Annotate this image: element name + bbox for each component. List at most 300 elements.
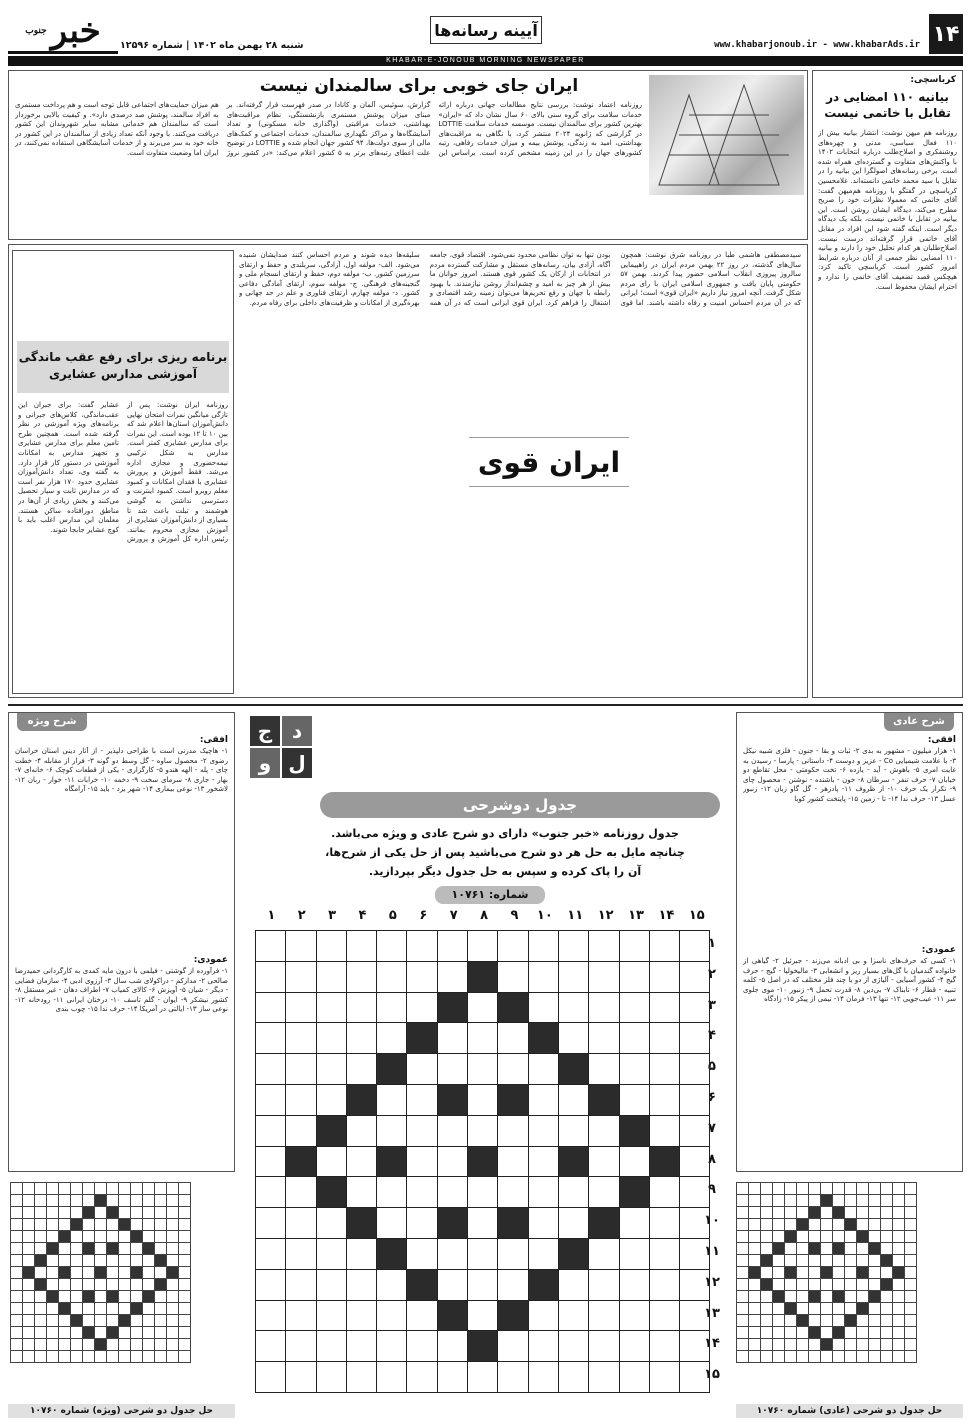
grid-cell[interactable] [286, 1084, 316, 1115]
grid-cell[interactable] [256, 1054, 286, 1085]
grid-cell[interactable] [346, 1023, 376, 1054]
grid-cell[interactable] [377, 1269, 407, 1300]
grid-cell[interactable] [437, 961, 467, 992]
grid-cell [737, 1267, 749, 1279]
grid-cell[interactable] [649, 1177, 679, 1208]
grid-cell [23, 1207, 35, 1219]
grid-cell[interactable] [286, 931, 316, 962]
grid-cell[interactable] [528, 1054, 558, 1085]
grid-cell[interactable] [377, 1084, 407, 1115]
grid-cell [869, 1291, 881, 1303]
grid-cell[interactable] [619, 931, 649, 962]
grid-cell [905, 1219, 917, 1231]
grid-cell [143, 1315, 155, 1327]
grid-cell[interactable] [407, 1023, 437, 1054]
grid-cell[interactable] [558, 1300, 588, 1331]
grid-cell[interactable] [407, 1331, 437, 1362]
grid-cell[interactable] [286, 992, 316, 1023]
grid-cell[interactable] [407, 1054, 437, 1085]
grid-cell[interactable] [256, 931, 286, 962]
grid-cell[interactable] [377, 1238, 407, 1269]
grid-cell [35, 1255, 47, 1267]
grid-cell[interactable] [680, 931, 710, 962]
grid-cell[interactable] [407, 992, 437, 1023]
grid-cell[interactable] [346, 1054, 376, 1085]
grid-cell[interactable] [407, 961, 437, 992]
grid-cell[interactable] [407, 1238, 437, 1269]
grid-cell[interactable] [286, 961, 316, 992]
grid-cell[interactable] [346, 961, 376, 992]
grid-cell[interactable] [649, 931, 679, 962]
grid-cell[interactable] [377, 1300, 407, 1331]
grid-cell[interactable] [346, 1331, 376, 1362]
grid-cell[interactable] [619, 1115, 649, 1146]
grid-cell[interactable] [316, 1054, 346, 1085]
grid-cell[interactable] [528, 1208, 558, 1239]
grid-cell [59, 1195, 71, 1207]
grid-cell [893, 1267, 905, 1279]
grid-cell[interactable] [256, 1084, 286, 1115]
grid-cell[interactable] [680, 1146, 710, 1177]
grid-cell[interactable] [498, 1177, 528, 1208]
grid-cell[interactable] [346, 1208, 376, 1239]
grid-cell[interactable] [256, 961, 286, 992]
grid-cell[interactable] [468, 1177, 498, 1208]
grid-cell [773, 1195, 785, 1207]
grid-cell[interactable] [468, 1362, 498, 1393]
grid-cell[interactable] [468, 961, 498, 992]
grid-cell[interactable] [528, 1115, 558, 1146]
grid-cell[interactable] [589, 931, 619, 962]
grid-cell[interactable] [680, 1115, 710, 1146]
grid-cell[interactable] [286, 1115, 316, 1146]
site-urls[interactable]: www.khabarjonoub.ir - www.khabarAds.ir [714, 40, 920, 50]
grid-cell[interactable] [437, 931, 467, 962]
grid-cell[interactable] [589, 1362, 619, 1393]
column-number: ۱۵ [688, 908, 705, 923]
grid-cell[interactable] [316, 1238, 346, 1269]
grid-cell[interactable] [437, 1300, 467, 1331]
grid-cell [893, 1255, 905, 1267]
grid-cell[interactable] [377, 1331, 407, 1362]
grid-cell [155, 1279, 167, 1291]
grid-cell[interactable] [558, 1269, 588, 1300]
grid-cell[interactable] [649, 1331, 679, 1362]
grid-cell[interactable] [346, 1362, 376, 1393]
grid-cell [35, 1279, 47, 1291]
grid-cell[interactable] [680, 1269, 710, 1300]
grid-cell[interactable] [680, 1208, 710, 1239]
grid-cell[interactable] [407, 1362, 437, 1393]
normal-clues-panel [736, 712, 963, 1172]
grid-cell[interactable] [437, 1084, 467, 1115]
grid-cell [833, 1195, 845, 1207]
grid-cell[interactable] [407, 1115, 437, 1146]
grid-cell [11, 1303, 23, 1315]
grid-cell [833, 1339, 845, 1351]
crossword-grid[interactable] [255, 930, 710, 1393]
grid-cell [107, 1207, 119, 1219]
grid-cell[interactable] [558, 961, 588, 992]
grid-cell[interactable] [346, 1238, 376, 1269]
grid-cell[interactable] [680, 1300, 710, 1331]
grid-cell[interactable] [649, 1362, 679, 1393]
grid-cell[interactable] [619, 1208, 649, 1239]
grid-cell[interactable] [680, 1362, 710, 1393]
grid-cell[interactable] [528, 931, 558, 962]
grid-cell[interactable] [346, 1300, 376, 1331]
grid-cell[interactable] [437, 1115, 467, 1146]
grid-cell[interactable] [256, 1023, 286, 1054]
grid-cell [797, 1231, 809, 1243]
grid-cell [737, 1243, 749, 1255]
grid-cell[interactable] [528, 1146, 558, 1177]
grid-cell [797, 1183, 809, 1195]
grid-cell [737, 1315, 749, 1327]
grid-cell[interactable] [377, 1054, 407, 1085]
grid-cell [833, 1255, 845, 1267]
grid-cell[interactable] [558, 1023, 588, 1054]
grid-cell[interactable] [468, 1269, 498, 1300]
grid-cell[interactable] [619, 1146, 649, 1177]
grid-cell[interactable] [619, 1177, 649, 1208]
grid-cell [785, 1195, 797, 1207]
grid-cell [833, 1267, 845, 1279]
grid-cell[interactable] [528, 1023, 558, 1054]
grid-cell [869, 1183, 881, 1195]
grid-cell[interactable] [346, 1115, 376, 1146]
grid-cell[interactable] [346, 1177, 376, 1208]
grid-cell[interactable] [407, 1300, 437, 1331]
grid-cell[interactable] [407, 931, 437, 962]
grid-cell[interactable] [407, 1177, 437, 1208]
grid-cell[interactable] [346, 931, 376, 962]
grid-cell[interactable] [680, 1054, 710, 1085]
grid-cell[interactable] [649, 1208, 679, 1239]
grid-cell[interactable] [316, 931, 346, 962]
grid-cell[interactable] [377, 992, 407, 1023]
grid-cell[interactable] [558, 1084, 588, 1115]
grid-cell[interactable] [316, 1084, 346, 1115]
row-number: ۱۳ [704, 1305, 720, 1321]
grid-cell[interactable] [437, 1208, 467, 1239]
grid-cell [179, 1207, 191, 1219]
grid-cell[interactable] [589, 1177, 619, 1208]
grid-cell[interactable] [377, 1146, 407, 1177]
grid-cell [47, 1315, 59, 1327]
grid-cell[interactable] [256, 1300, 286, 1331]
grid-cell[interactable] [437, 1054, 467, 1085]
grid-cell[interactable] [316, 1331, 346, 1362]
grid-cell[interactable] [589, 1115, 619, 1146]
grid-cell[interactable] [680, 1331, 710, 1362]
grid-cell[interactable] [468, 992, 498, 1023]
grid-cell[interactable] [286, 1362, 316, 1393]
grid-cell[interactable] [377, 961, 407, 992]
grid-cell[interactable] [558, 1115, 588, 1146]
grid-cell[interactable] [468, 1054, 498, 1085]
grid-cell[interactable] [498, 1238, 528, 1269]
grid-cell[interactable] [377, 1115, 407, 1146]
grid-cell[interactable] [498, 961, 528, 992]
grid-cell[interactable] [286, 1331, 316, 1362]
grid-cell [59, 1219, 71, 1231]
grid-cell[interactable] [437, 1269, 467, 1300]
grid-cell[interactable] [468, 931, 498, 962]
grid-cell[interactable] [649, 1115, 679, 1146]
grid-cell[interactable] [468, 1084, 498, 1115]
grid-cell [737, 1279, 749, 1291]
grid-cell[interactable] [589, 1054, 619, 1085]
grid-cell[interactable] [316, 1269, 346, 1300]
special-tab[interactable]: شرح ویژه [17, 713, 87, 731]
grid-cell[interactable] [619, 1331, 649, 1362]
grid-cell[interactable] [256, 1238, 286, 1269]
grid-cell[interactable] [498, 1362, 528, 1393]
normal-tab[interactable]: شرح عادی [884, 713, 954, 731]
grid-cell[interactable] [468, 1208, 498, 1239]
grid-cell[interactable] [407, 1269, 437, 1300]
grid-cell [857, 1207, 869, 1219]
logo-sub: جنوب [25, 25, 47, 36]
grid-cell [95, 1243, 107, 1255]
grid-cell [761, 1255, 773, 1267]
grid-cell [119, 1279, 131, 1291]
crossword-number: شماره: ۱۰۷۶۱ [435, 886, 545, 904]
grid-cell[interactable] [649, 1054, 679, 1085]
grid-cell [83, 1207, 95, 1219]
grid-cell[interactable] [528, 1238, 558, 1269]
grid-cell [737, 1231, 749, 1243]
grid-cell[interactable] [286, 1238, 316, 1269]
grid-cell[interactable] [256, 1269, 286, 1300]
grid-cell[interactable] [558, 1362, 588, 1393]
grid-cell[interactable] [619, 1300, 649, 1331]
grid-cell[interactable] [437, 1362, 467, 1393]
grid-cell [95, 1339, 107, 1351]
grid-cell[interactable] [286, 1269, 316, 1300]
grid-cell[interactable] [619, 1238, 649, 1269]
grid-cell[interactable] [589, 1238, 619, 1269]
grid-cell [761, 1303, 773, 1315]
grid-cell[interactable] [256, 1115, 286, 1146]
grid-cell[interactable] [558, 931, 588, 962]
grid-cell[interactable] [498, 931, 528, 962]
grid-cell[interactable] [437, 1146, 467, 1177]
grid-cell[interactable] [649, 1269, 679, 1300]
grid-cell[interactable] [649, 1300, 679, 1331]
grid-cell[interactable] [619, 992, 649, 1023]
grid-cell[interactable] [377, 1177, 407, 1208]
grid-cell[interactable] [437, 1238, 467, 1269]
grid-cell[interactable] [498, 1300, 528, 1331]
grid-cell[interactable] [589, 1269, 619, 1300]
grid-cell[interactable] [619, 1023, 649, 1054]
grid-cell[interactable] [680, 1084, 710, 1115]
grid-cell[interactable] [346, 1084, 376, 1115]
grid-cell [857, 1255, 869, 1267]
grid-cell[interactable] [528, 1362, 558, 1393]
grid-cell[interactable] [558, 1331, 588, 1362]
grid-cell[interactable] [468, 1331, 498, 1362]
grid-cell [83, 1339, 95, 1351]
grid-cell[interactable] [619, 1054, 649, 1085]
grid-cell[interactable] [468, 1238, 498, 1269]
grid-cell[interactable] [589, 1084, 619, 1115]
grid-cell[interactable] [437, 1023, 467, 1054]
grid-cell[interactable] [558, 1054, 588, 1085]
grid-cell [905, 1255, 917, 1267]
grid-cell[interactable] [316, 992, 346, 1023]
grid-cell[interactable] [589, 961, 619, 992]
grid-cell[interactable] [558, 1146, 588, 1177]
grid-cell[interactable] [589, 1331, 619, 1362]
kargozaran-article [812, 70, 963, 698]
row-number: ۷ [708, 1120, 716, 1136]
grid-cell[interactable] [256, 1146, 286, 1177]
grid-cell[interactable] [680, 1238, 710, 1269]
grid-cell [179, 1339, 191, 1351]
grid-cell[interactable] [528, 1177, 558, 1208]
grid-cell[interactable] [528, 1331, 558, 1362]
grid-cell[interactable] [649, 992, 679, 1023]
grid-cell[interactable] [256, 1362, 286, 1393]
grid-cell[interactable] [468, 1300, 498, 1331]
grid-cell[interactable] [498, 1054, 528, 1085]
grid-cell[interactable] [437, 1177, 467, 1208]
grid-cell[interactable] [680, 1177, 710, 1208]
grid-cell[interactable] [437, 1331, 467, 1362]
grid-cell [893, 1303, 905, 1315]
grid-cell[interactable] [589, 1146, 619, 1177]
grid-cell[interactable] [316, 1208, 346, 1239]
crossword-grid-table[interactable] [255, 930, 710, 1393]
grid-cell[interactable] [649, 1023, 679, 1054]
grid-cell [737, 1351, 749, 1363]
grid-cell[interactable] [316, 1177, 346, 1208]
grid-cell[interactable] [680, 1023, 710, 1054]
grid-cell[interactable] [498, 1115, 528, 1146]
grid-cell[interactable] [528, 992, 558, 1023]
grid-cell [857, 1351, 869, 1363]
grid-cell[interactable] [407, 1208, 437, 1239]
grid-cell[interactable] [498, 1208, 528, 1239]
grid-cell[interactable] [468, 1023, 498, 1054]
grid-cell [167, 1315, 179, 1327]
grid-cell[interactable] [558, 1238, 588, 1269]
grid-cell[interactable] [619, 1269, 649, 1300]
grid-cell[interactable] [468, 1115, 498, 1146]
grid-cell[interactable] [680, 961, 710, 992]
grid-cell[interactable] [346, 1269, 376, 1300]
grid-cell[interactable] [346, 1146, 376, 1177]
grid-cell[interactable] [498, 1269, 528, 1300]
grid-cell[interactable] [437, 992, 467, 1023]
grid-cell[interactable] [256, 1208, 286, 1239]
grid-cell[interactable] [316, 1115, 346, 1146]
grid-cell[interactable] [468, 1146, 498, 1177]
grid-cell[interactable] [316, 961, 346, 992]
grid-cell[interactable] [286, 1177, 316, 1208]
grid-cell [761, 1327, 773, 1339]
grid-cell[interactable] [286, 1208, 316, 1239]
grid-cell [881, 1327, 893, 1339]
grid-cell[interactable] [407, 1084, 437, 1115]
grid-cell [71, 1351, 83, 1363]
grid-cell[interactable] [286, 1054, 316, 1085]
grid-cell[interactable] [498, 992, 528, 1023]
grid-cell [131, 1255, 143, 1267]
row-number: ۱۰ [704, 1213, 720, 1229]
grid-cell[interactable] [377, 1362, 407, 1393]
grid-cell[interactable] [528, 961, 558, 992]
grid-cell [809, 1339, 821, 1351]
grid-cell[interactable] [528, 1300, 558, 1331]
grid-cell[interactable] [407, 1146, 437, 1177]
grid-cell[interactable] [649, 1146, 679, 1177]
grid-cell [737, 1255, 749, 1267]
grid-cell[interactable] [316, 1362, 346, 1393]
grid-cell[interactable] [498, 1084, 528, 1115]
grid-cell[interactable] [498, 1023, 528, 1054]
grid-cell[interactable] [649, 1238, 679, 1269]
grid-cell[interactable] [589, 992, 619, 1023]
grid-cell[interactable] [589, 1208, 619, 1239]
grid-cell[interactable] [528, 1269, 558, 1300]
grid-cell[interactable] [316, 1146, 346, 1177]
grid-cell [83, 1183, 95, 1195]
grid-cell[interactable] [286, 1023, 316, 1054]
grid-cell [11, 1195, 23, 1207]
grid-cell [131, 1279, 143, 1291]
grid-cell[interactable] [498, 1146, 528, 1177]
row-number: ۱ [708, 936, 716, 951]
answer-special-caption: حل جدول دو شرحی (ویژه) شماره ۱۰۷۶۰ [8, 1404, 235, 1418]
grid-cell[interactable] [286, 1300, 316, 1331]
grid-cell[interactable] [256, 1331, 286, 1362]
grid-cell[interactable] [558, 1177, 588, 1208]
grid-cell[interactable] [619, 1084, 649, 1115]
grid-cell[interactable] [256, 1177, 286, 1208]
grid-cell[interactable] [649, 961, 679, 992]
grid-cell [845, 1351, 857, 1363]
grid-cell[interactable] [558, 992, 588, 1023]
grid-cell [845, 1267, 857, 1279]
grid-cell[interactable] [619, 1362, 649, 1393]
grid-cell[interactable] [558, 1208, 588, 1239]
grid-cell[interactable] [377, 1023, 407, 1054]
grid-cell[interactable] [680, 992, 710, 1023]
grid-cell[interactable] [528, 1084, 558, 1115]
grid-cell[interactable] [377, 1208, 407, 1239]
column-number: ۱۳ [628, 908, 644, 923]
grid-cell[interactable] [589, 1300, 619, 1331]
grid-cell[interactable] [346, 992, 376, 1023]
grid-cell[interactable] [256, 992, 286, 1023]
grid-cell [143, 1327, 155, 1339]
grid-cell[interactable] [589, 1023, 619, 1054]
grid-cell[interactable] [619, 961, 649, 992]
grid-cell[interactable] [377, 931, 407, 962]
grid-cell [833, 1183, 845, 1195]
grid-cell[interactable] [649, 1084, 679, 1115]
grid-cell[interactable] [316, 1023, 346, 1054]
grid-cell[interactable] [316, 1300, 346, 1331]
grid-cell [893, 1183, 905, 1195]
grid-cell [869, 1279, 881, 1291]
grid-cell[interactable] [498, 1331, 528, 1362]
grid-cell[interactable] [286, 1146, 316, 1177]
